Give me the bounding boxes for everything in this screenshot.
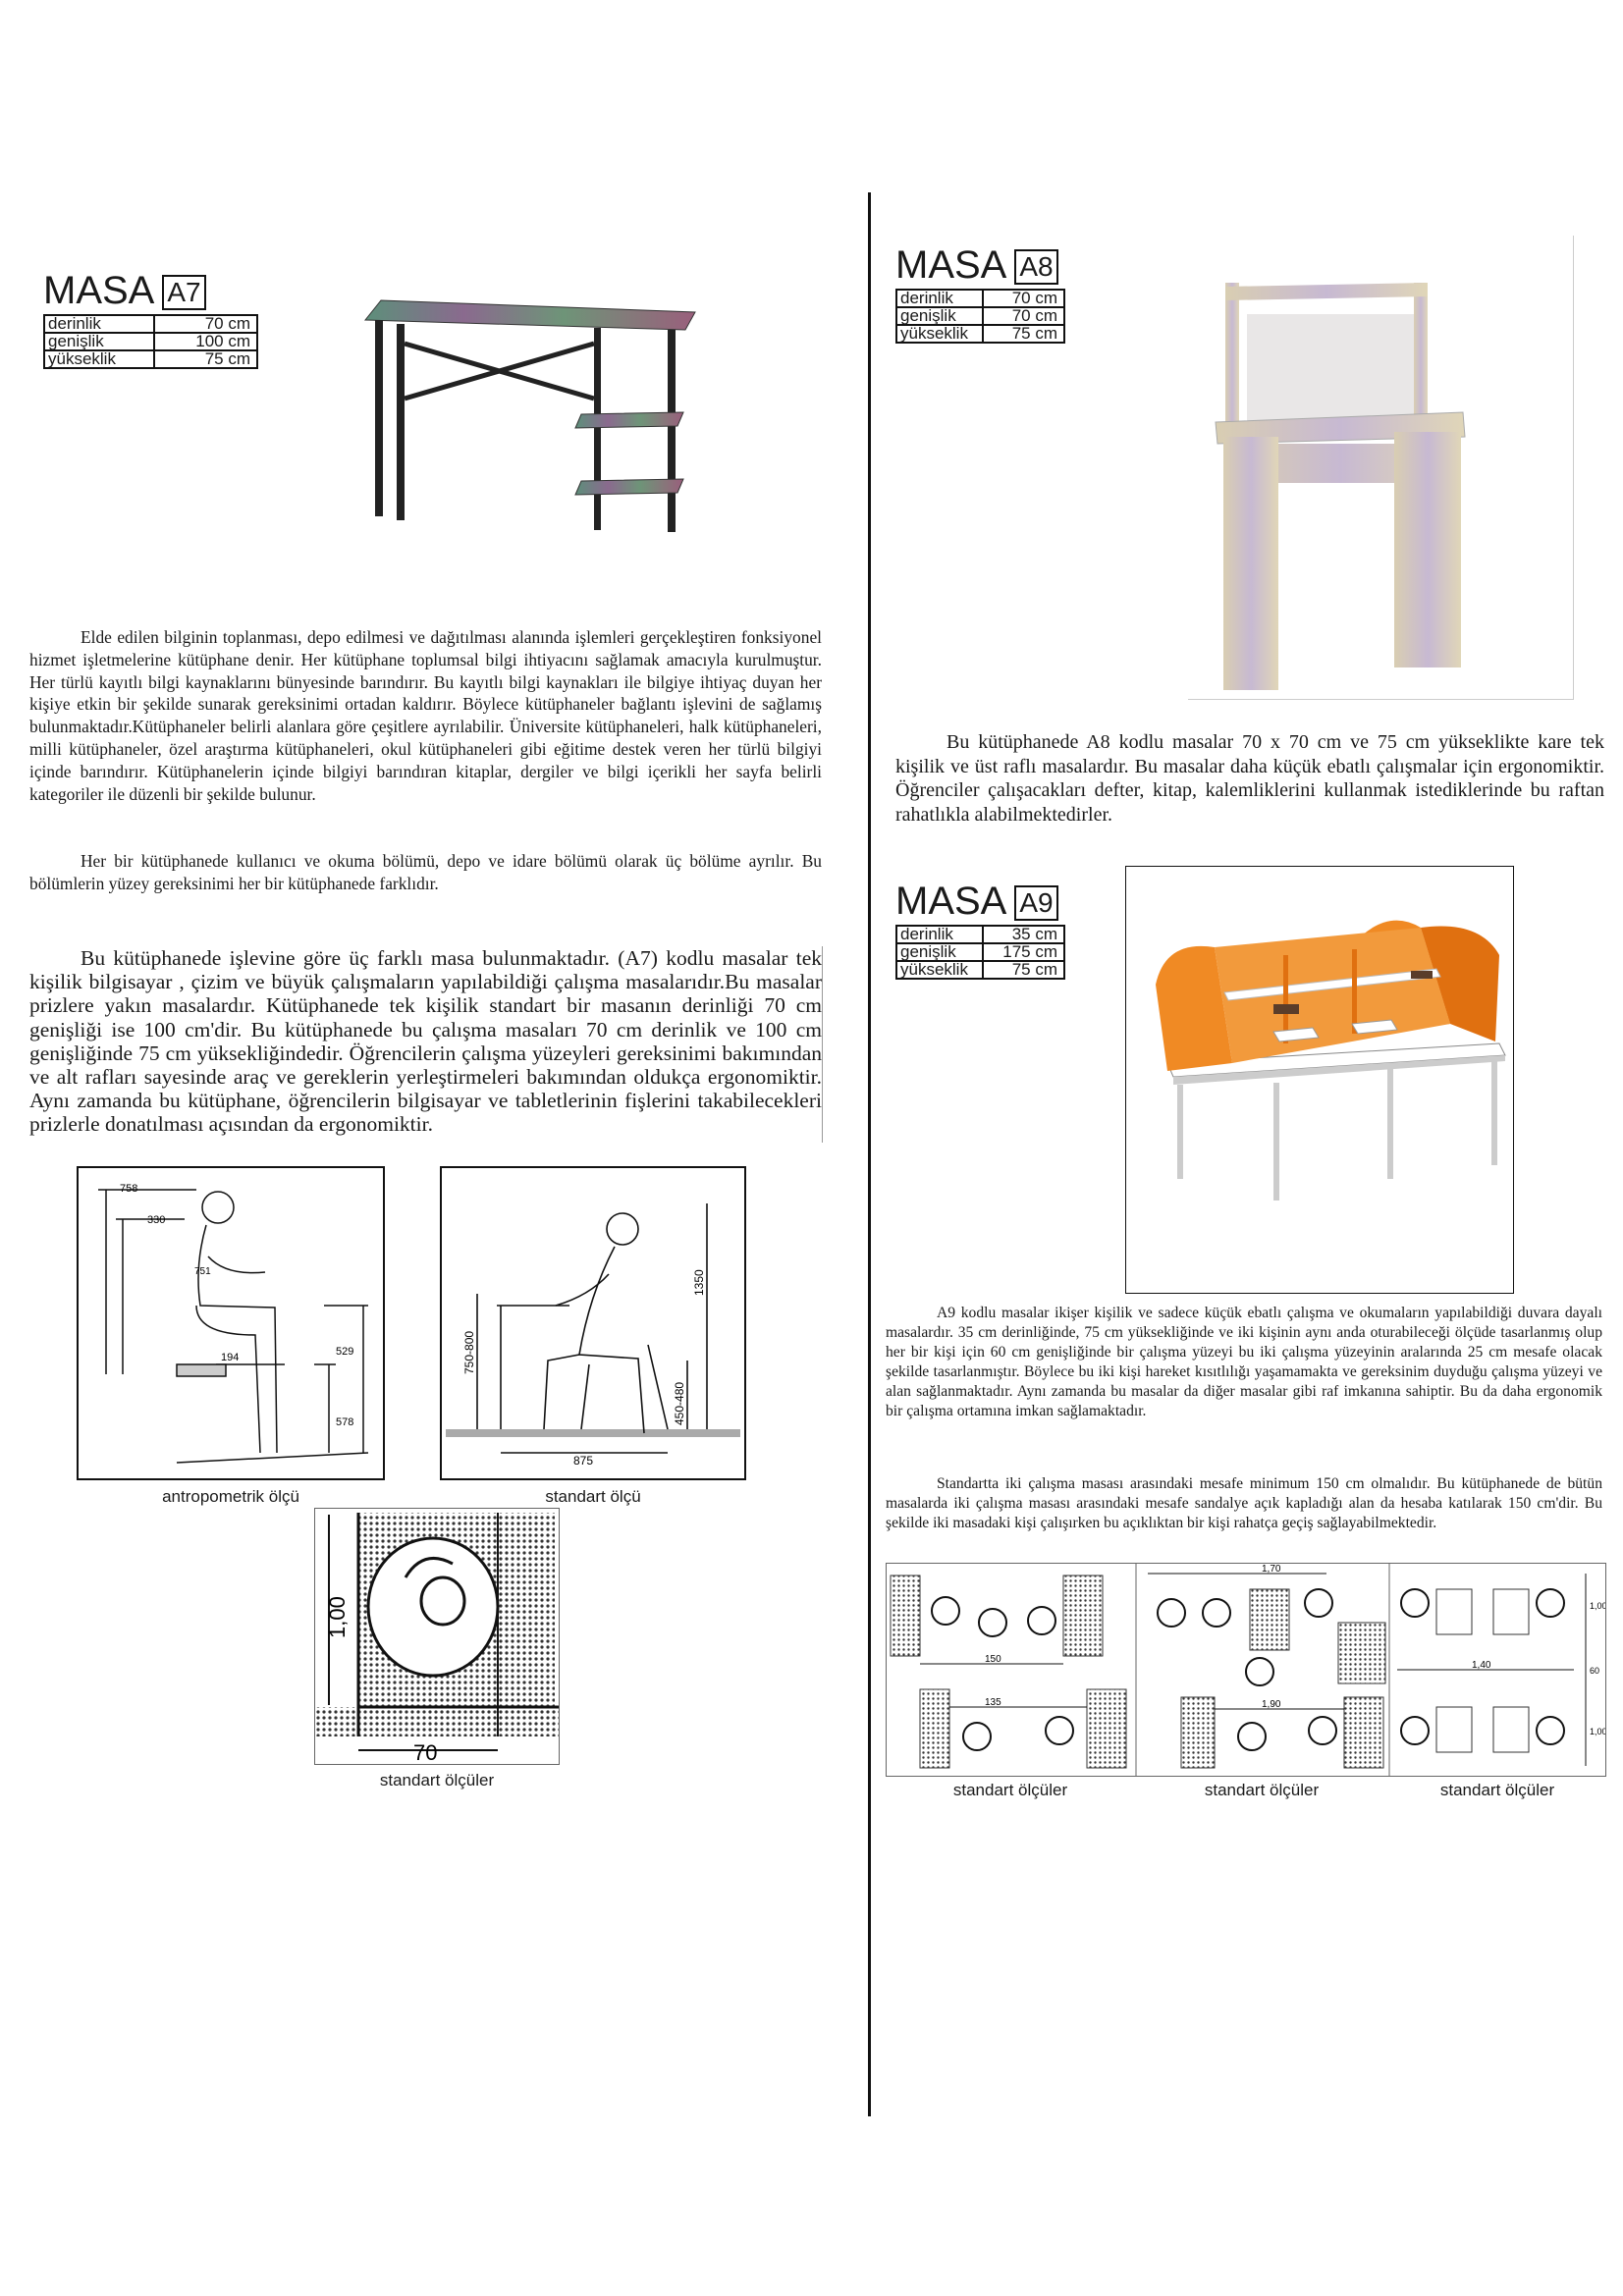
dim-label-60: 60	[1590, 1666, 1600, 1676]
text-spacing-standard: Standartta iki çalışma masası arasındaki mesafe minimum 150 cm olmalıdır. Bu kütüphanede de bütün masalarda iki çalışma masası arasındaki mesafe sandalye açık kapladığı alan da hesaba katılarak 150 cm'dir. Bu şekilde iki masadaki kişi çalışırken bu açıklıktan bir kişi rahatça geçiş sağlayabilmektedir.	[886, 1475, 1602, 1531]
masa-a8-title: MASA	[895, 243, 1007, 287]
plan-standard-drawing	[315, 1509, 559, 1764]
caption-spacing-2: standart ölçüler	[1204, 1781, 1320, 1799]
a9-paragraph-1	[886, 1304, 1602, 1421]
masa-a9-photo	[1125, 866, 1514, 1294]
spec-row	[896, 961, 1064, 979]
figure-plan-standard	[314, 1508, 560, 1765]
spec-label: derinlik	[896, 926, 983, 943]
spec-label: genişlik	[44, 333, 154, 350]
dim-label-1-40: 1,40	[1472, 1660, 1491, 1671]
figure-seated-standard	[440, 1166, 746, 1480]
spec-value: 75 cm	[983, 961, 1064, 979]
masa-a9-spec-table	[895, 925, 1065, 980]
spec-row	[896, 926, 1064, 943]
masa-a9-title: MASA	[895, 880, 1007, 923]
spec-value: 35 cm	[983, 926, 1064, 943]
spec-label: yükseklik	[44, 350, 154, 368]
figure-spacing-plans	[886, 1563, 1606, 1777]
left-paragraph-3	[29, 946, 822, 1137]
caption-seated-standard: standart ölçü	[545, 1487, 641, 1506]
spec-row	[896, 307, 1064, 325]
text-a9-description: A9 kodlu masalar ikişer kişilik ve sadece küçük ebatlı çalışma ve okumaların yapılabildiği duvara dayalı masalardır. 35 cm derinliğinde, 75 cm yüksekliğinde ve iki kişinin aynı anda oturabileceği ölçüde tasarlanmış olup her bir kişi için 60 cm genişliğinde bir çalışma yüzeyi bu iki çalışma yüzeyinin aralarında 25 cm mesafe olacak şekilde tasarlanmıştır. Böylece bu iki kişi hareket kısıtlılığı yaşamamakta ve gereksinim duyduğu çalışma yüzeyi ve alan sağlanmaktadır. Aynı zamanda bu masalar da diğer masalar gibi raf imkanına sahiptir. Bu da daha ergonomik bir çalışma ortamına imkan sağlamaktadır.	[886, 1305, 1602, 1419]
spec-row	[896, 325, 1064, 343]
dim-label-135: 135	[985, 1697, 1001, 1708]
spec-value: 70 cm	[983, 290, 1064, 307]
masa-a7-header	[43, 271, 258, 369]
spec-value: 70 cm	[983, 307, 1064, 325]
masa-a9-header	[895, 881, 1065, 980]
masa-a8-header	[895, 245, 1065, 344]
dim-label-751: 751	[194, 1266, 211, 1277]
dim-label-1-90: 1,90	[1262, 1699, 1281, 1710]
masa-a8-code: A8	[1014, 249, 1057, 285]
text-library-sections: Her bir kütüphanede kullanıcı ve okuma bölümü, depo ve idare bölümü olarak üç bölüme ayrılır. Bu bölümlerin yüzey gereksinimi her bir kütüphanede farklıdır.	[29, 851, 822, 893]
text-a7-description: Bu kütüphanede işlevine göre üç farklı masa bulunmaktadır. (A7) kodlu masalar tek kişilik bilgisayar , çizim ve büyük çalışmaların yapılabildiği çalışma masalarıdır.Bu masalar prizlere yakın masalardır. Kütüphanede tek kişilik standart bir masanın derinliği 70 cm genişliği ise 100 cm'dir. Bu kütüphanede bu çalışma masaları 70 cm derinlik ve 100 cm genişliğinde 75 cm yüksekliğindedir. Öğrencilerin çalışma yüzeyleri gereksinimi bakımından ve alt rafları sayesinde araç ve gereklerin yerleştirmeleri bakımından oldukça ergonomiktir. Aynı zamanda bu kütüphane, öğrencilerin bilgisayar ve tabletlerinin fişlerini takabilecekleri prizlerle donatılması açısından da ergonomiktir.	[29, 946, 822, 1137]
left-paragraph-1	[29, 626, 822, 805]
masa-a7-code: A7	[162, 275, 205, 310]
spec-row	[44, 333, 257, 350]
spec-row	[44, 315, 257, 333]
spec-label: yükseklik	[896, 325, 983, 343]
spec-row	[896, 290, 1064, 307]
spec-row	[44, 350, 257, 368]
caption-spacing-1: standart ölçüler	[952, 1781, 1068, 1799]
masa-a9-drawing	[1126, 867, 1513, 1293]
masa-a7-title-row	[43, 271, 258, 310]
masa-a7-title: MASA	[43, 269, 155, 312]
spec-value: 75 cm	[983, 325, 1064, 343]
masa-a9-title-row	[895, 881, 1065, 921]
masa-a7-spec-table	[43, 314, 258, 369]
caption-plan-standard: standart ölçüler	[379, 1771, 495, 1789]
figure-anthropometric	[77, 1166, 385, 1480]
dim-label-450-480: 450-480	[673, 1381, 686, 1425]
dim-label-1-00: 1,00	[325, 1596, 350, 1638]
dim-label-758: 758	[120, 1183, 138, 1195]
spec-value: 75 cm	[154, 350, 257, 368]
spec-label: derinlik	[44, 315, 154, 333]
text-library-definition: Elde edilen bilginin toplanması, depo edilmesi ve dağıtılması alanında işlemleri gerçekleştiren fonksiyonel hizmet işletmelerine kütüphane denir. Her kütüphane toplumsal bilgi ihtiyacını sağlamak amacıyla kurulmuştur. Her türlü kayıtlı bilgi kaynaklarını bünyesinde barındırır. Bu kayıtlı bilgi kaynakları ile bilgiye ihtiyaç duyan her kişiye etkin bir şekilde sunarak gereksinimi ortadan kaldırır. Böylece kütüphaneler bağlantı işlevini de sağlamış bulunmaktadır.Kütüphaneler belirli alanlara göre çeşitlere ayrılabilir. Üniversite kütüphaneleri, halk kütüphaneleri, milli kütüphaneler, özel araştırma kütüphaneleri, okul kütüphaneleri gibi eğitime destek veren her türlü bilgiyi içinde barındırır. Kütüphanelerin içinde bilgiyi barındıran kitaplar, dergiler ve bilgi içerikli her sayfa belirli kategoriler ile düzenli bir şekilde bulunur.	[29, 627, 822, 804]
spec-row	[896, 943, 1064, 961]
dim-label-1350: 1350	[692, 1269, 706, 1296]
text-a8-description: Bu kütüphanede A8 kodlu masalar 70 x 70 cm ve 75 cm yükseklikte kare tek kişilik ve üst raflı masalardır. Bu masalar daha küçük ebatlı çalışmalar için ergonomiktir. Öğrenciler çalışacakları defter, kitap, kalemliklerini kullanmak istediklerinde bu raftan rahatlıkla alabilmektedirler.	[895, 731, 1604, 826]
margin-line	[822, 946, 823, 1143]
dim-label-875: 875	[573, 1454, 594, 1468]
masa-a8-drawing	[1188, 236, 1573, 699]
dim-label-150: 150	[985, 1654, 1001, 1665]
masa-a8-title-row	[895, 245, 1065, 285]
a9-paragraph-2	[886, 1474, 1602, 1533]
caption-anthropometric: antropometrik ölçü	[162, 1487, 299, 1506]
spec-label: genişlik	[896, 943, 983, 961]
dim-label-panel3-1-00-top: 1,00	[1590, 1601, 1605, 1611]
spec-value: 70 cm	[154, 315, 257, 333]
masa-a7-photo	[353, 291, 707, 542]
dim-label-330: 330	[147, 1214, 166, 1226]
spec-label: genişlik	[896, 307, 983, 325]
seated-standard-drawing	[442, 1168, 744, 1478]
spec-label: yükseklik	[896, 961, 983, 979]
left-paragraph-2	[29, 850, 822, 895]
masa-a9-code: A9	[1014, 885, 1057, 921]
dim-label-panel3-1-00-bottom: 1,00	[1590, 1727, 1605, 1736]
a8-paragraph	[895, 730, 1604, 827]
dim-label-194: 194	[221, 1352, 240, 1363]
column-divider	[868, 192, 871, 2116]
dim-label-1-70: 1,70	[1262, 1564, 1281, 1575]
masa-a8-photo	[1188, 236, 1574, 700]
dim-label-578: 578	[336, 1416, 354, 1428]
masa-a8-spec-table	[895, 289, 1065, 344]
spacing-plans-drawing	[887, 1564, 1605, 1776]
dim-label-750-800: 750-800	[462, 1330, 476, 1374]
spec-label: derinlik	[896, 290, 983, 307]
dim-label-70: 70	[413, 1740, 438, 1764]
spec-value: 175 cm	[983, 943, 1064, 961]
anthropometric-drawing	[79, 1168, 383, 1478]
caption-spacing-3: standart ölçüler	[1439, 1781, 1555, 1799]
spec-value: 100 cm	[154, 333, 257, 350]
dim-label-529: 529	[336, 1346, 354, 1358]
